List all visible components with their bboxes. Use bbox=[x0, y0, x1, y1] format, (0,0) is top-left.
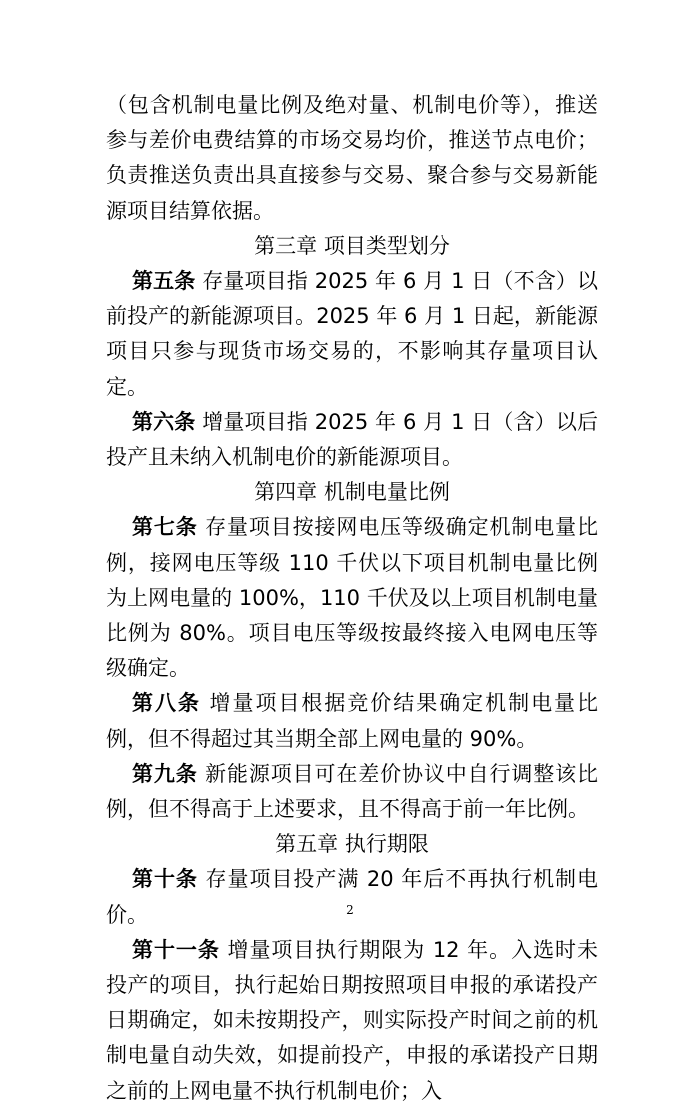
chapter-3-heading: 第三章 项目类型划分 bbox=[254, 233, 450, 258]
article-6-text: 增量项目指 2025 年 6 月 1 日（含）以后投产且未纳入机制电价的新能源项目。 bbox=[106, 409, 598, 470]
article-5 bbox=[106, 264, 598, 405]
article-11-text: 增量项目执行期限为 12 年。入选时未投产的项目，执行起始日期按照项目申报的承诺投产日期确定，如未按期投产，则实际投产时间之前的机制电量自动失效，如提前投产，申报的承诺投产日期之前的上网电量不执行机制电价；入 bbox=[106, 937, 598, 1103]
article-9-label: 第九条 bbox=[132, 761, 198, 786]
article-10 bbox=[106, 862, 598, 932]
page-number: 2 bbox=[346, 903, 354, 917]
article-7-label: 第七条 bbox=[132, 515, 198, 540]
article-7 bbox=[106, 510, 598, 686]
article-8 bbox=[106, 686, 598, 756]
chapter-4-heading: 第四章 机制电量比例 bbox=[254, 480, 450, 505]
article-6-label: 第六条 bbox=[132, 409, 196, 434]
article-5-text: 存量项目指 2025 年 6 月 1 日（不含）以前投产的新能源项目。2025 年 6 月 1 日起，新能源项目只参与现货市场交易的，不影响其存量项目认定。 bbox=[106, 269, 598, 399]
intro-paragraph: （包含机制电量比例及绝对量、机制电价等），推送参与差价电费结算的市场交易均价，推送节点电价；负责推送负责出具直接参与交易、聚合参与交易新能源项目结算依据。 bbox=[106, 93, 598, 223]
chapter-5-heading: 第五章 执行期限 bbox=[275, 832, 429, 857]
article-9 bbox=[106, 757, 598, 827]
article-7-text: 存量项目按接网电压等级确定机制电量比例，接网电压等级 110 千伏以下项目机制电量比例为上网电量的 100%，110 千伏及以上项目机制电量比例为 80%。项目电压等级按最终接入电网电压等级确定。 bbox=[106, 515, 598, 681]
article-10-text: 存量项目投产满 20 年后不再执行机制电价。 bbox=[106, 867, 599, 927]
article-8-label: 第八条 bbox=[132, 691, 201, 716]
article-5-label: 第五条 bbox=[132, 269, 196, 294]
article-8-text: 增量项目根据竞价结果确定机制电量比例，但不得超过其当期全部上网电量的 90%。 bbox=[106, 691, 598, 751]
article-9-text: 新能源项目可在差价协议中自行调整该比例，但不得高于上述要求，且不得高于前一年比例。 bbox=[106, 761, 598, 822]
article-10-label: 第十条 bbox=[132, 867, 198, 892]
article-6 bbox=[106, 405, 598, 475]
article-11 bbox=[106, 933, 598, 1109]
document-body bbox=[106, 88, 598, 1109]
article-11-label: 第十一条 bbox=[132, 937, 220, 962]
